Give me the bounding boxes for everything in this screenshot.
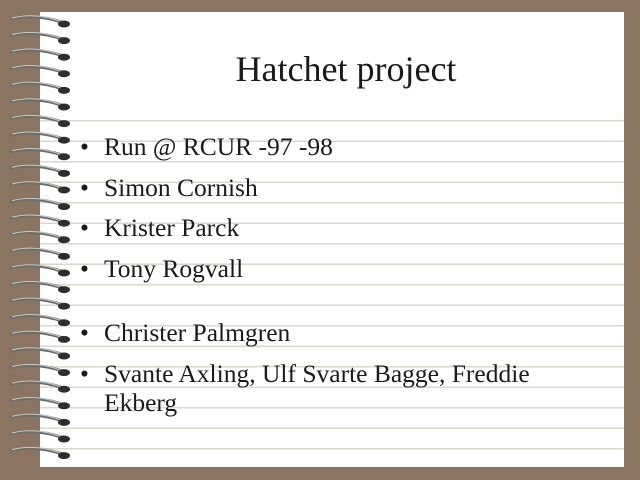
bullet-icon: • xyxy=(80,318,89,347)
list-item xyxy=(78,318,598,347)
bullet-icon: • xyxy=(80,213,89,242)
list-item-text: Run @ RCUR -97 -98 xyxy=(104,132,333,161)
list-item xyxy=(78,359,598,417)
spiral-ring-icon xyxy=(10,132,70,144)
list-item xyxy=(78,213,598,242)
list-spacer xyxy=(78,283,598,307)
spiral-ring-icon xyxy=(10,232,70,244)
bullet-list xyxy=(78,126,598,417)
spiral-ring-icon xyxy=(10,298,70,310)
spiral-ring-icon xyxy=(10,331,70,343)
spiral-ring-icon xyxy=(10,348,70,360)
spiral-ring-icon xyxy=(10,149,70,161)
bullet-icon: • xyxy=(80,132,89,161)
list-item xyxy=(78,132,598,161)
list-item xyxy=(78,254,598,283)
bullet-icon: • xyxy=(80,172,89,202)
spiral-ring-icon xyxy=(10,381,70,393)
spiral-ring-icon xyxy=(10,165,70,177)
list-item-text: Christer Palmgren xyxy=(104,318,291,347)
list-item-text: Simon Cornish xyxy=(104,172,258,202)
spiral-ring-icon xyxy=(10,281,70,293)
spiral-ring-icon xyxy=(10,198,70,210)
list-item-text: Krister Parck xyxy=(104,213,240,242)
spiral-ring-icon xyxy=(10,364,70,376)
spiral-ring-icon xyxy=(10,115,70,127)
spiral-ring-icon xyxy=(10,215,70,227)
spiral-ring-icon xyxy=(10,398,70,410)
list-item-text: Svante Axling, Ulf Svarte Bagge, Freddie Ekberg xyxy=(104,358,530,417)
spiral-ring-icon xyxy=(10,431,70,443)
spiral-ring-icon xyxy=(10,265,70,277)
spiral-ring-icon xyxy=(10,248,70,260)
spiral-ring-icon xyxy=(10,315,70,327)
list-item xyxy=(78,173,598,202)
list-item-text: Tony Rogvall xyxy=(104,253,244,283)
slide-title: Hatchet project xyxy=(235,49,457,89)
spiral-ring-icon xyxy=(10,182,70,194)
spiral-ring-icon xyxy=(10,16,70,28)
bullet-icon: • xyxy=(80,358,89,388)
spiral-ring-icon xyxy=(10,447,70,459)
spiral-ring-icon xyxy=(10,414,70,426)
spiral-ring-icon xyxy=(10,32,70,44)
bullet-icon: • xyxy=(80,253,89,283)
spiral-ring-icon xyxy=(10,99,70,111)
